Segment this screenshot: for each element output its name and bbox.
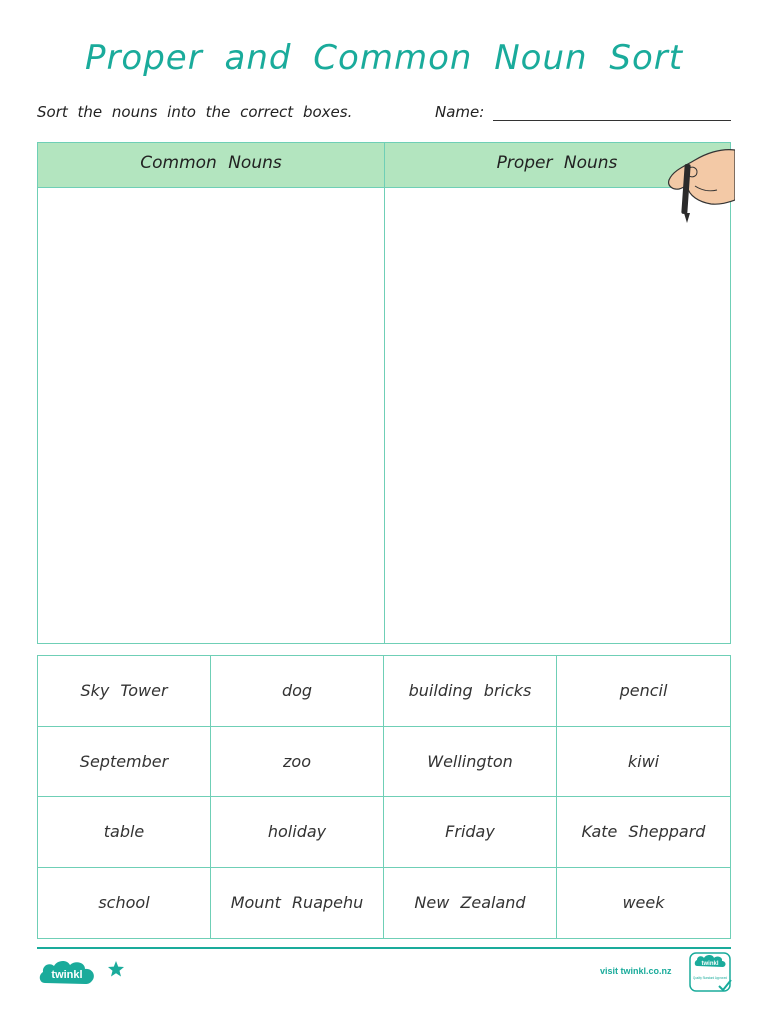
word-card[interactable]: kiwi [557,727,730,798]
quality-badge-icon [689,952,733,994]
word-card[interactable]: school [38,868,211,939]
word-card[interactable]: week [622,893,665,913]
footer-divider [37,947,731,949]
word-card[interactable]: Kate Sheppard [557,797,730,868]
word-card[interactable]: September [38,727,211,798]
name-field[interactable] [493,120,731,121]
word-card[interactable]: zoo [211,727,384,798]
footer-url[interactable]: visit twinkl.co.nz [600,966,672,976]
proper-nouns-box[interactable] [385,188,730,643]
word-card[interactable]: New Zealand [384,868,557,939]
star-icon [107,960,125,978]
word-card[interactable]: table [38,797,211,868]
word-card[interactable]: Mount Ruapehu [211,868,384,939]
badge-logo-text: twinkl [701,961,719,967]
twinkl-logo-icon [37,957,99,989]
badge-caption: Quality Standard Approved [693,976,728,980]
word-card[interactable]: dog [211,656,384,727]
instruction-text: Sort the nouns into the correct boxes. [37,103,353,121]
hand-writing-icon [665,140,735,225]
word-card[interactable]: building bricks [384,656,557,727]
word-card[interactable]: Sky Tower [38,656,211,727]
word-card[interactable]: holiday [211,797,384,868]
proper-nouns-heading: Proper Nouns [496,153,618,173]
page-title: Proper and Common Noun Sort [84,38,684,78]
common-nouns-heading: Common Nouns [140,153,282,173]
word-card[interactable]: Friday [384,797,557,868]
sort-table [37,142,731,644]
word-card[interactable]: pencil [557,656,730,727]
word-card[interactable]: Wellington [384,727,557,798]
logo-text: twinkl [51,969,83,981]
word-grid [37,655,731,939]
common-nouns-box[interactable] [38,188,384,643]
name-label: Name: [435,103,485,121]
